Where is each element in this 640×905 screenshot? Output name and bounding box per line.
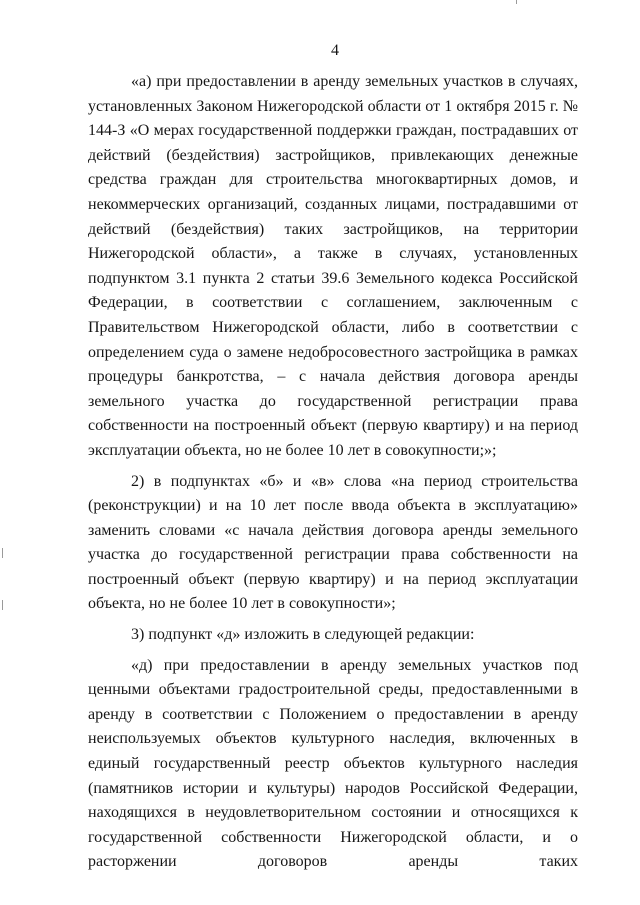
scan-mark bbox=[2, 600, 3, 610]
paragraph-subitem-a: «а) при предоставлении в аренду земельных участков в случаях, установленных Законом Нижегородской области от 1 октября 2015 г. № 144-З «О мерах государственной поддержки граждан, пострадавших от действий (бездействия) застройщиков, привлекающих денежные средства граждан для строительства многоквартирных домов, и некоммерческих организаций, созданных лицами, пострадавшими от действий (бездействия) таких застройщиков, на территории Нижегородской области», а также в случаях, установленных подпунктом 3.1 пункта 2 статьи 39.6 Земельного кодекса Российской Федерации, в соответствии с соглашением, заключенным с Правительством Нижегородской области, либо в соответствии с определением суда о замене недобросовестного застройщика в рамках процедуры банкротства, – с начала действия договора аренды земельного участка до государственной регистрации права собственности на построенный объект (первую квартиру) и на период эксплуатации объекта, но не более 10 лет в совокупности;»; bbox=[88, 73, 578, 459]
document-body bbox=[88, 70, 578, 875]
paragraph-subitem-d: «д) при предоставлении в аренду земельных участков под ценными объектами градостроительной среды, предоставленными в аренду в соответствии с Положением о предоставлении в аренду неиспользуемых объектов культурного наследия, включенных в единый государственный реестр объектов культурного наследия (памятников истории и культуры) народов Российской Федерации, находящихся в неудовлетворительном состоянии и относящихся к государственной собственности Нижегородской области, и о расторжении договоров аренды таких bbox=[88, 656, 578, 871]
paragraph-item-3: 3) подпункт «д» изложить в следующей редакции: bbox=[131, 626, 475, 644]
page-number: 4 bbox=[331, 42, 339, 59]
paragraph-item-2: 2) в подпунктах «б» и «в» слова «на период строительства (реконструкции) и на 10 лет после ввода объекта в эксплуатацию» заменить словами «с начала действия договора аренды земельного участка до государственной регистрации права собственности на построенный объект (первую квартиру) и на период эксплуатации объекта, но не более 10 лет в совокупности»; bbox=[88, 472, 578, 613]
scan-mark bbox=[2, 548, 3, 558]
scan-mark bbox=[516, 0, 517, 4]
